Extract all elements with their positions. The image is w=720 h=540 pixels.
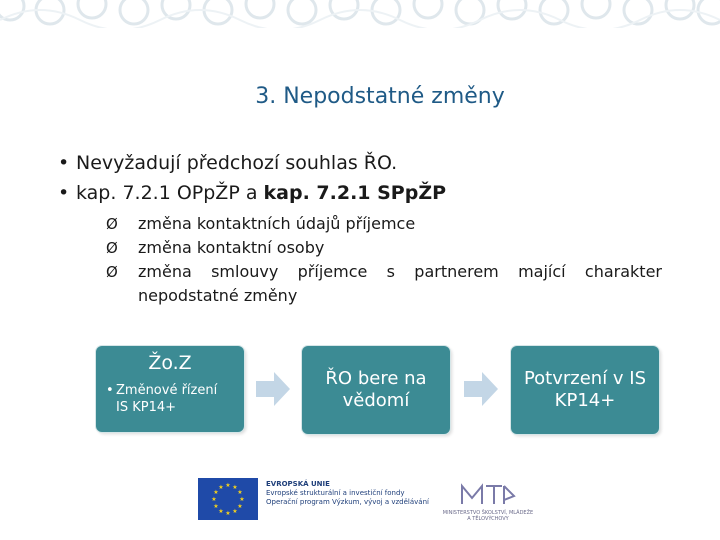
- sub-list-text-wrap: [138, 260, 662, 308]
- svg-text:★: ★: [239, 496, 245, 503]
- flow-box-subtext-line2: IS KP14+: [116, 400, 177, 415]
- flow-arrow-icon: [256, 372, 290, 406]
- svg-text:★: ★: [237, 503, 243, 510]
- svg-text:★: ★: [218, 508, 224, 515]
- svg-text:★: ★: [213, 503, 219, 510]
- bullet-text-bold: kap. 7.2.1 SPpŽP: [263, 182, 447, 204]
- svg-text:★: ★: [213, 489, 219, 496]
- svg-text:★: ★: [232, 484, 238, 491]
- sub-list-text: změna kontaktní osoby: [138, 238, 325, 257]
- arrow-bullet-icon: Ø: [106, 215, 118, 233]
- bullet-text: Nevyžadují předchozí souhlas ŘO.: [76, 152, 398, 174]
- eu-title: EVROPSKÁ UNIE: [266, 480, 330, 488]
- sub-list-item: [106, 212, 662, 236]
- svg-text:★: ★: [225, 510, 231, 517]
- sub-list-item: [106, 236, 662, 260]
- bullet-text-prefix: kap. 7.2.1 OPpŽP a: [76, 182, 264, 204]
- eu-line2: Evropské strukturální a investiční fondy: [266, 489, 405, 497]
- eu-flag-icon: [198, 478, 258, 520]
- flow-box-subitem: [106, 382, 244, 416]
- slide-title: 3. Nepodstatné změny: [255, 84, 505, 109]
- flow-box-confirmation: [511, 346, 659, 434]
- svg-text:★: ★: [237, 489, 243, 496]
- sub-list-text-continued: nepodstatné změny: [138, 286, 298, 305]
- decorative-top-band: [0, 0, 720, 28]
- bullet-text: [76, 178, 446, 208]
- sub-list-item: [106, 260, 662, 308]
- bullet-item: [58, 178, 698, 208]
- svg-text:★: ★: [218, 484, 224, 491]
- bullet-glyph: •: [58, 182, 70, 204]
- sub-list-text: změna smlouvy příjemce s partnerem mající charakter: [138, 262, 662, 281]
- flow-box-text-line1: Potvrzení v IS: [523, 368, 647, 389]
- flow-box-text: [325, 368, 426, 412]
- flow-box-ro-acknowledges: [302, 346, 450, 434]
- flow-box-zoz: [96, 346, 244, 432]
- bullet-glyph: •: [58, 152, 70, 174]
- flow-box-text-line2: KP14+: [554, 390, 616, 411]
- flow-box-sub-bullet: •: [106, 383, 114, 398]
- main-bullet-list: [58, 148, 698, 208]
- sub-bullet-list: [106, 212, 662, 308]
- flow-box-title: Žo.Z: [148, 352, 192, 374]
- eu-line3: Operační program Výzkum, vývoj a vzdělávání: [266, 498, 429, 506]
- arrow-bullet-icon: Ø: [106, 263, 118, 281]
- flow-arrow-icon: [464, 372, 498, 406]
- flow-box-subtext: [116, 382, 217, 416]
- sub-list-text: změna kontaktních údajů příjemce: [138, 214, 416, 233]
- svg-text:★: ★: [232, 508, 238, 515]
- flow-box-subtext-line1: Změnové řízení: [116, 383, 218, 398]
- eu-logo-text: [266, 480, 436, 507]
- flow-box-text: [524, 368, 646, 412]
- bullet-item: [58, 148, 698, 178]
- arrow-bullet-icon: Ø: [106, 239, 118, 257]
- svg-text:★: ★: [211, 496, 217, 503]
- flow-box-text-line2: vědomí: [342, 390, 410, 411]
- footer-logos: [196, 474, 536, 524]
- ministry-logo-text: MINISTERSTVO ŠKOLSTVÍ, MLÁDEŽE A TĚLOVÝCHOVY: [442, 510, 534, 522]
- flow-box-text-line1: ŘO bere na: [325, 368, 427, 389]
- svg-text:★: ★: [225, 482, 231, 489]
